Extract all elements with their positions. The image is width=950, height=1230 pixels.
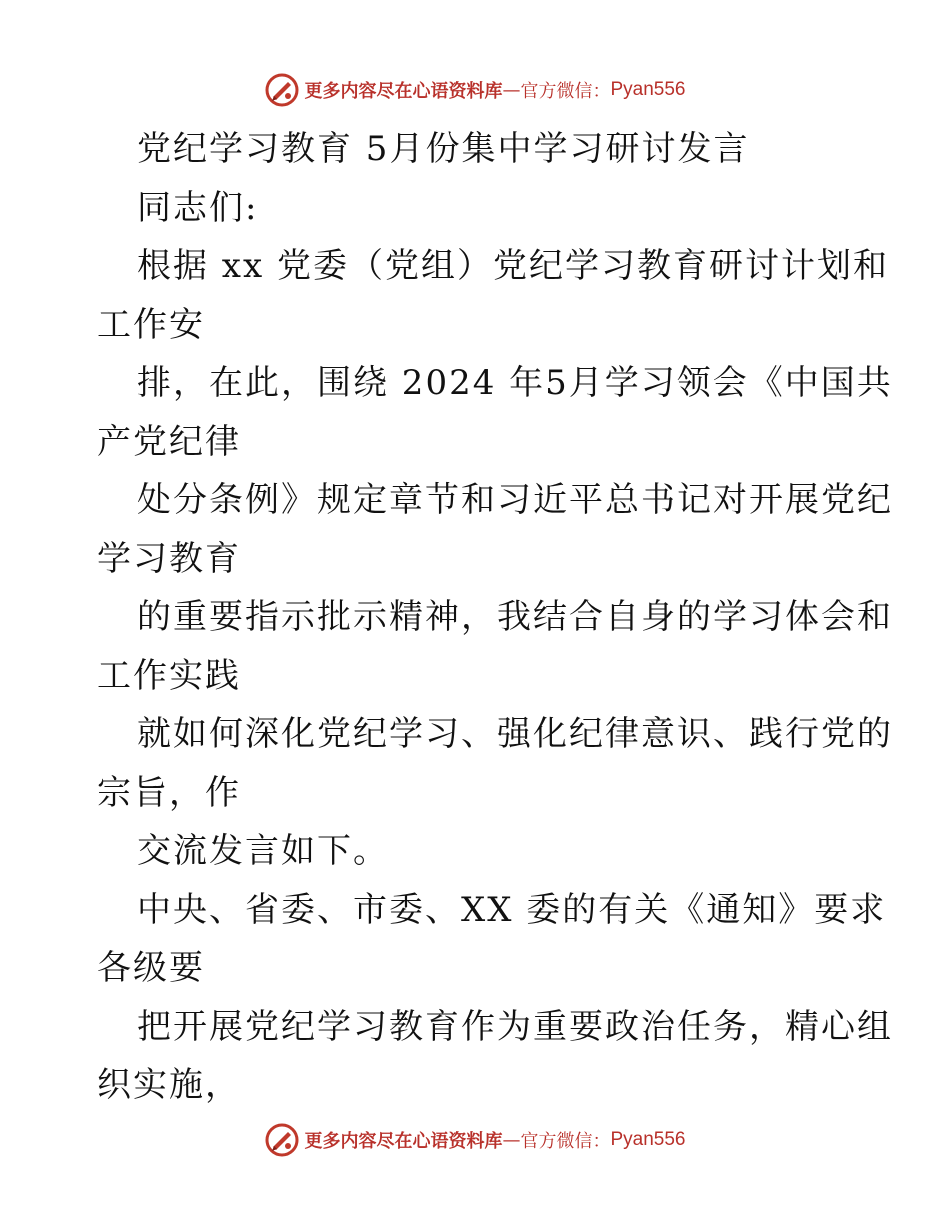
- watermark-wechat-label: 官方微信：: [520, 81, 611, 102]
- paragraph-line: 宗旨，作: [97, 772, 241, 813]
- watermark-wechat-label: 官方微信：: [520, 1131, 611, 1152]
- watermark-dash: —: [502, 1129, 521, 1151]
- paragraph-line: 学习教育: [97, 538, 241, 579]
- paragraph-line: 工作实践: [97, 655, 241, 696]
- paragraph-line: 中央、省委、市委、XX 委的有关《通知》要求: [137, 889, 887, 930]
- paragraph-line: 的重要指示批示精神，我结合自身的学习体会和: [137, 597, 893, 637]
- paragraph-line: 排，在此，围绕 2024 年5月学习领会《中国共: [137, 363, 893, 403]
- document-body: [97, 120, 893, 1115]
- paragraph-line: 织实施，: [97, 1065, 241, 1105]
- paragraph-line: 交流发言如下。: [137, 831, 389, 871]
- paragraph-line: 产党纪律: [97, 421, 241, 462]
- watermark-wechat-id: Pyan556: [610, 1129, 686, 1150]
- quill-pen-logo-icon: [264, 1122, 300, 1158]
- quill-pen-logo-icon: [264, 72, 300, 108]
- header-watermark: [0, 70, 950, 110]
- watermark-text: 更多内容尽在心语资料库: [304, 1131, 503, 1152]
- paragraph-line: 把开展党纪学习教育作为重要政治任务，精心组: [137, 1006, 893, 1047]
- paragraph-line: 处分条例》规定章节和习近平总书记对开展党纪: [137, 480, 893, 520]
- paragraph-line: 工作安: [97, 304, 205, 345]
- salutation: 同志们:: [137, 187, 259, 228]
- watermark-text: 更多内容尽在心语资料库: [304, 81, 503, 102]
- footer-watermark: [0, 1120, 950, 1160]
- watermark-dash: —: [502, 79, 521, 101]
- paragraph-line: 根据 xx 党委（党组）党纪学习教育研讨计划和: [137, 246, 889, 286]
- paragraph-line: 就如何深化党纪学习、强化纪律意识、践行党的: [137, 714, 893, 754]
- document-title: 党纪学习教育 5月份集中学习研讨发言: [137, 129, 750, 169]
- paragraph-line: 各级要: [97, 948, 205, 988]
- watermark-wechat-id: Pyan556: [610, 79, 686, 100]
